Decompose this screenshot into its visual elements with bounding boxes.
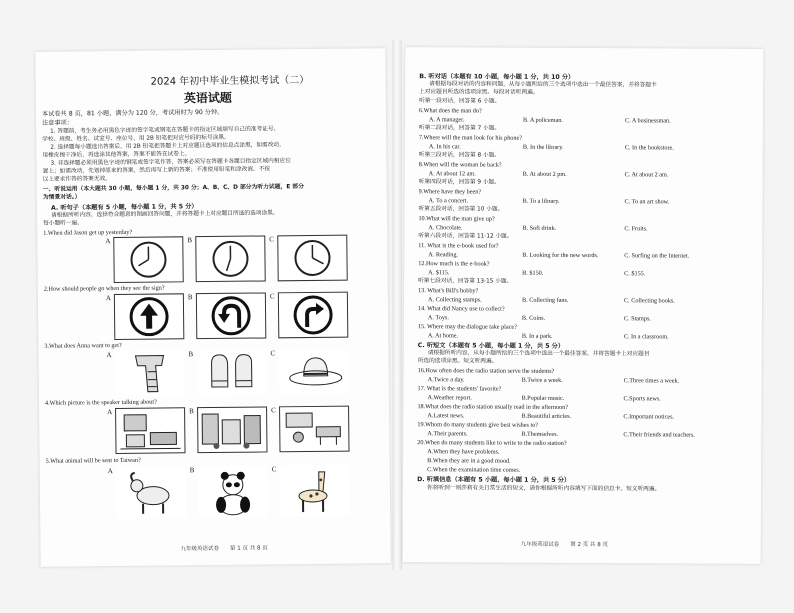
scarf-icon [115, 351, 183, 396]
question-8: 8.When will the woman be back? [418, 161, 502, 169]
question-9: 9.Where have they been? [418, 188, 482, 196]
dialogue-instruction: 听第四段对话，回答第 9 小题。 [418, 179, 500, 186]
q16-option-b[interactable]: B.Twice a week. [521, 376, 563, 384]
option-a-label: A [105, 294, 112, 303]
clock-icon [278, 236, 346, 281]
section-b-heading: B. 听对话（本题有 10 小题，每小题 1 分，共 10 分） [419, 73, 575, 81]
q20-option-c[interactable]: C.When the examination time comes. [427, 466, 521, 474]
q3-option-a-picture[interactable] [114, 350, 184, 397]
giraffe-icon [281, 466, 350, 517]
question-5: 5.What animal will be sent to Taiwan? [45, 456, 141, 465]
q5-option-c-picture[interactable] [280, 465, 351, 518]
notice-line: 1. 答题前，考生务必用黑色字迹的签字笔或钢笔在答题卡的指定区域填写自己的准考证号、 [50, 126, 280, 135]
page-footer: 九年级英语试卷 第 2 页 共 8 页 [520, 541, 609, 549]
exam-subtitle: 英语试题 [183, 90, 232, 106]
q10-option-a[interactable]: A. Chocolate. [428, 224, 463, 232]
q15-option-c[interactable]: C. In a classroom. [623, 333, 669, 341]
q14-option-b[interactable]: B. Coins. [521, 314, 546, 322]
notice-line: 3. 非选择题必须用黑色字迹的钢笔或签字笔作答，答案必须写在答题卡各题目指定区域内相应位 [50, 158, 291, 167]
option-a-label: A [107, 408, 113, 417]
section-d-directions: 你将听到一则莎莉有关日常生活的短文，请你根据所听内容填写下面的信息卡。短文听两遍。 [427, 485, 661, 493]
option-b-label: B [187, 236, 193, 245]
question-14: 14. What did Nancy use to collect? [417, 305, 505, 313]
q7-option-c[interactable]: C. In the bookstore. [624, 144, 674, 152]
section-a-directions: 请根据所听内容，选择符合题意的图画回答问题，并将答题卡上对应题目所选的选项涂黑。 [50, 210, 279, 219]
q8-option-b[interactable]: B. At about 2 pm. [522, 170, 567, 178]
question-7: 7.Where will the man look for his phone? [418, 134, 523, 142]
exam-title: 2024 年初中毕业生模拟考试（二） [150, 74, 310, 88]
goat-icon [117, 467, 186, 518]
q20-option-b[interactable]: B.When they are in a good mood. [427, 457, 511, 465]
notice-line: 用橡皮擦干净后，再选涂其他答案，答案不能答在试卷上。 [42, 151, 191, 159]
q2-option-b-picture[interactable] [196, 292, 266, 339]
q11-option-a[interactable]: A. Reading. [428, 251, 459, 259]
q6-option-a[interactable]: A. A manager. [428, 116, 465, 124]
option-b-label: B [188, 350, 194, 359]
part-1-heading: 一、听说运用（本大题共 30 小题，每小题 1 分，共 30 分；A、B、C、D 部分为听力试题，E 部分 [42, 184, 304, 193]
q19-option-b[interactable]: B.Themselves. [521, 430, 559, 438]
exam-page-1 [35, 48, 390, 567]
q1-option-c-picture[interactable] [277, 235, 347, 282]
section-c-heading: C. 听短文（本题有 5 小题，每小题 1 分，共 5 分） [417, 342, 565, 350]
q6-option-c[interactable]: C. A businessman. [624, 117, 671, 125]
clock-icon [196, 236, 264, 281]
q10-option-c[interactable]: C. Fruits. [624, 225, 648, 233]
q11-option-c[interactable]: C. Surfing on the Internet. [624, 252, 690, 260]
section-c-directions: 请根据所听内容，从每小题所给的三个选项中选出一个最佳答案，并将答题卡上对应题目 [427, 350, 650, 358]
q4-option-a-picture[interactable] [115, 407, 185, 454]
q18-option-c[interactable]: C.Important notices. [623, 413, 675, 421]
q10-option-b[interactable]: B. Soft drink. [522, 224, 557, 232]
notice-line: 学校、班级、姓名、试室号、座位号，用 2B 铅笔把对应号码的标号涂黑。 [42, 134, 230, 143]
q13-option-a[interactable]: A. Collecting stamps. [428, 296, 482, 304]
q9-option-a[interactable]: A. To a concert. [428, 197, 469, 205]
notice-line: 2. 选择题每小题选出答案后，用 2B 铅笔把答题卡上对应题目选项的信息点涂黑，如需改动， [50, 142, 285, 151]
q7-option-a[interactable]: A. In his car. [428, 143, 461, 151]
option-a-label: A [107, 467, 113, 476]
q17-option-a[interactable]: A.Weather report. [427, 394, 472, 402]
question-16: 16.How often does the radio station serve the students? [417, 367, 555, 375]
option-a-label: A [105, 237, 111, 246]
q1-option-b-picture[interactable] [195, 235, 265, 282]
page-fold [392, 40, 402, 570]
q19-option-a[interactable]: A.Their parents. [427, 430, 468, 438]
notice-line: 以上要求作答的答案无效。 [42, 176, 111, 183]
q16-option-a[interactable]: A.Twice a day. [427, 376, 465, 384]
question-17: 17. What is the students' favorite? [417, 385, 502, 393]
q17-option-b[interactable]: B.Popular music. [521, 394, 565, 402]
page-footer: 九年级英语试卷 第 1 页 共 8 页 [180, 545, 268, 553]
q13-option-b[interactable]: B. Collecting fans. [522, 296, 569, 304]
clock-icon [114, 237, 182, 282]
q9-option-c[interactable]: C. To an art show. [624, 198, 670, 206]
q11-option-b[interactable]: B. Looking for the new words. [522, 251, 599, 260]
q16-option-c[interactable]: C.Three times a week. [623, 377, 680, 385]
option-c-label: C [269, 235, 275, 244]
option-c-label: C [270, 349, 276, 358]
dialogue-instruction: 听第六段对话，回答第 11-12 小题。 [418, 233, 513, 240]
question-4: 4.Which picture is the speaker talking about? [44, 398, 157, 407]
q18-option-b[interactable]: B.Beautiful articles. [521, 412, 572, 420]
option-b-label: B [189, 407, 194, 416]
hat-icon [279, 350, 347, 395]
q3-option-c-picture[interactable] [278, 349, 348, 396]
living-room-scene-icon [116, 408, 184, 453]
section-a-directions-cont: 每小题听一遍。 [43, 220, 83, 227]
notice-line: 置上；如需改动，先划掉原来的答案，然后再写上新的答案；不准使用铅笔和涂改液。不按 [42, 166, 271, 175]
q7-option-b[interactable]: B. In the library. [522, 143, 564, 151]
section-c-directions-cont: 所选的选项涂黑。短文听两遍。 [417, 358, 498, 365]
q14-option-a[interactable]: A. Toys. [427, 314, 449, 322]
q3-option-b-picture[interactable] [196, 349, 266, 396]
question-12: 12.How much is the e-book? [418, 260, 490, 268]
dialogue-instruction: 听第二段对话，回答第 7 小题。 [418, 125, 501, 132]
q15-option-b[interactable]: B. In a park. [521, 332, 553, 340]
question-19: 19.Whom do many students give best wishes to? [417, 421, 539, 429]
q20-option-a[interactable]: A.When they have problems. [427, 448, 500, 456]
question-3: 3.What does Anna want to get? [44, 341, 122, 350]
q14-option-c[interactable]: C. Stamps. [623, 315, 651, 323]
street-scene-icon [198, 407, 266, 452]
option-a-label: A [106, 351, 112, 360]
notice-heading: 注意事项： [42, 119, 74, 127]
q5-option-a-picture[interactable] [116, 466, 187, 519]
section-b-directions: 请根据每段对话的内容和问题，从每小题所给的三个选项中选出一个最佳答案，并将答题卡 [429, 81, 657, 89]
option-c-label: C [271, 465, 277, 474]
question-11: 11. What is the e-book used for? [418, 242, 499, 250]
q12-option-c[interactable]: C. $155. [624, 270, 646, 278]
question-20: 20.When do many students like to write to the radio station? [417, 439, 567, 447]
question-2: 2.How should people go when they see the sign? [43, 284, 165, 293]
q17-option-c[interactable]: C.Sports news. [623, 395, 661, 403]
q2-option-c-picture[interactable] [278, 292, 348, 339]
option-c-label: C [271, 406, 276, 415]
option-b-label: B [187, 293, 193, 302]
q8-option-c[interactable]: C. At about 2 am. [624, 171, 669, 179]
option-c-label: C [269, 292, 275, 301]
intro-text: 本试卷共 8 页，81 小题，满分为 120 分，考试用时为 90 分钟。 [41, 108, 224, 118]
q12-option-b[interactable]: B. $150. [522, 269, 544, 277]
question-18: 18.What does the radio station usually read in the afternoon? [417, 403, 569, 411]
turn-right-icon [279, 293, 347, 338]
section-a-heading: A. 听句子（本题有 5 小题，每小题 1 分，共 5 分） [50, 203, 198, 212]
q5-option-b-picture[interactable] [198, 465, 269, 518]
question-13: 13. What's Bill's hobby? [418, 287, 479, 295]
q9-option-b[interactable]: B. To a library. [522, 197, 560, 205]
gloves-icon [197, 350, 265, 395]
classroom-scene-icon [280, 407, 348, 452]
question-10: 10.What will the man give up? [418, 215, 495, 223]
q8-option-a[interactable]: A. At about 12 am. [428, 170, 476, 178]
dialogue-instruction: 听第三段对话，回答第 8 小题。 [418, 152, 500, 159]
dialogue-instruction: 听第一段对话，回答第 6 小题。 [419, 98, 501, 105]
q2-option-a-picture[interactable] [114, 293, 184, 340]
option-b-label: B [189, 466, 195, 475]
q4-option-c-picture[interactable] [279, 406, 349, 453]
section-d-heading: D. 听填信息（本题有 5 小题，每小题 1 分，共 5 分） [417, 476, 571, 484]
question-1: 1.When did Jason get up yesterday? [43, 228, 133, 237]
panda-icon [199, 466, 268, 517]
dialogue-instruction: 听第五段对话，回答第 10 小题。 [418, 206, 504, 213]
dialogue-instruction: 听第七段对话，回答第 13-15 小题。 [418, 278, 513, 285]
arrow-up-icon [115, 294, 183, 339]
q18-option-a[interactable]: A.Latest news. [427, 412, 465, 420]
q13-option-c[interactable]: C. Collecting books. [624, 297, 675, 305]
question-6: 6.What does the man do? [418, 107, 482, 115]
exam-page-2 [403, 47, 764, 564]
part-1-heading-cont: 为情景对话。） [42, 194, 81, 201]
section-b-directions-cont: 上对应题目所选的选项涂黑。每段对话听两遍。 [419, 89, 539, 96]
q6-option-b[interactable]: B. A policeman. [522, 116, 563, 124]
q1-option-a-picture[interactable] [113, 236, 183, 283]
u-turn-icon [197, 293, 265, 338]
question-15: 15. Where may the dialogue take place? [417, 323, 517, 331]
q15-option-a[interactable]: A. At home. [427, 332, 459, 340]
q12-option-a[interactable]: A. $115. [428, 269, 450, 277]
q4-option-b-picture[interactable] [197, 406, 267, 453]
q19-option-c[interactable]: C.Their friends and teachers. [623, 431, 695, 439]
